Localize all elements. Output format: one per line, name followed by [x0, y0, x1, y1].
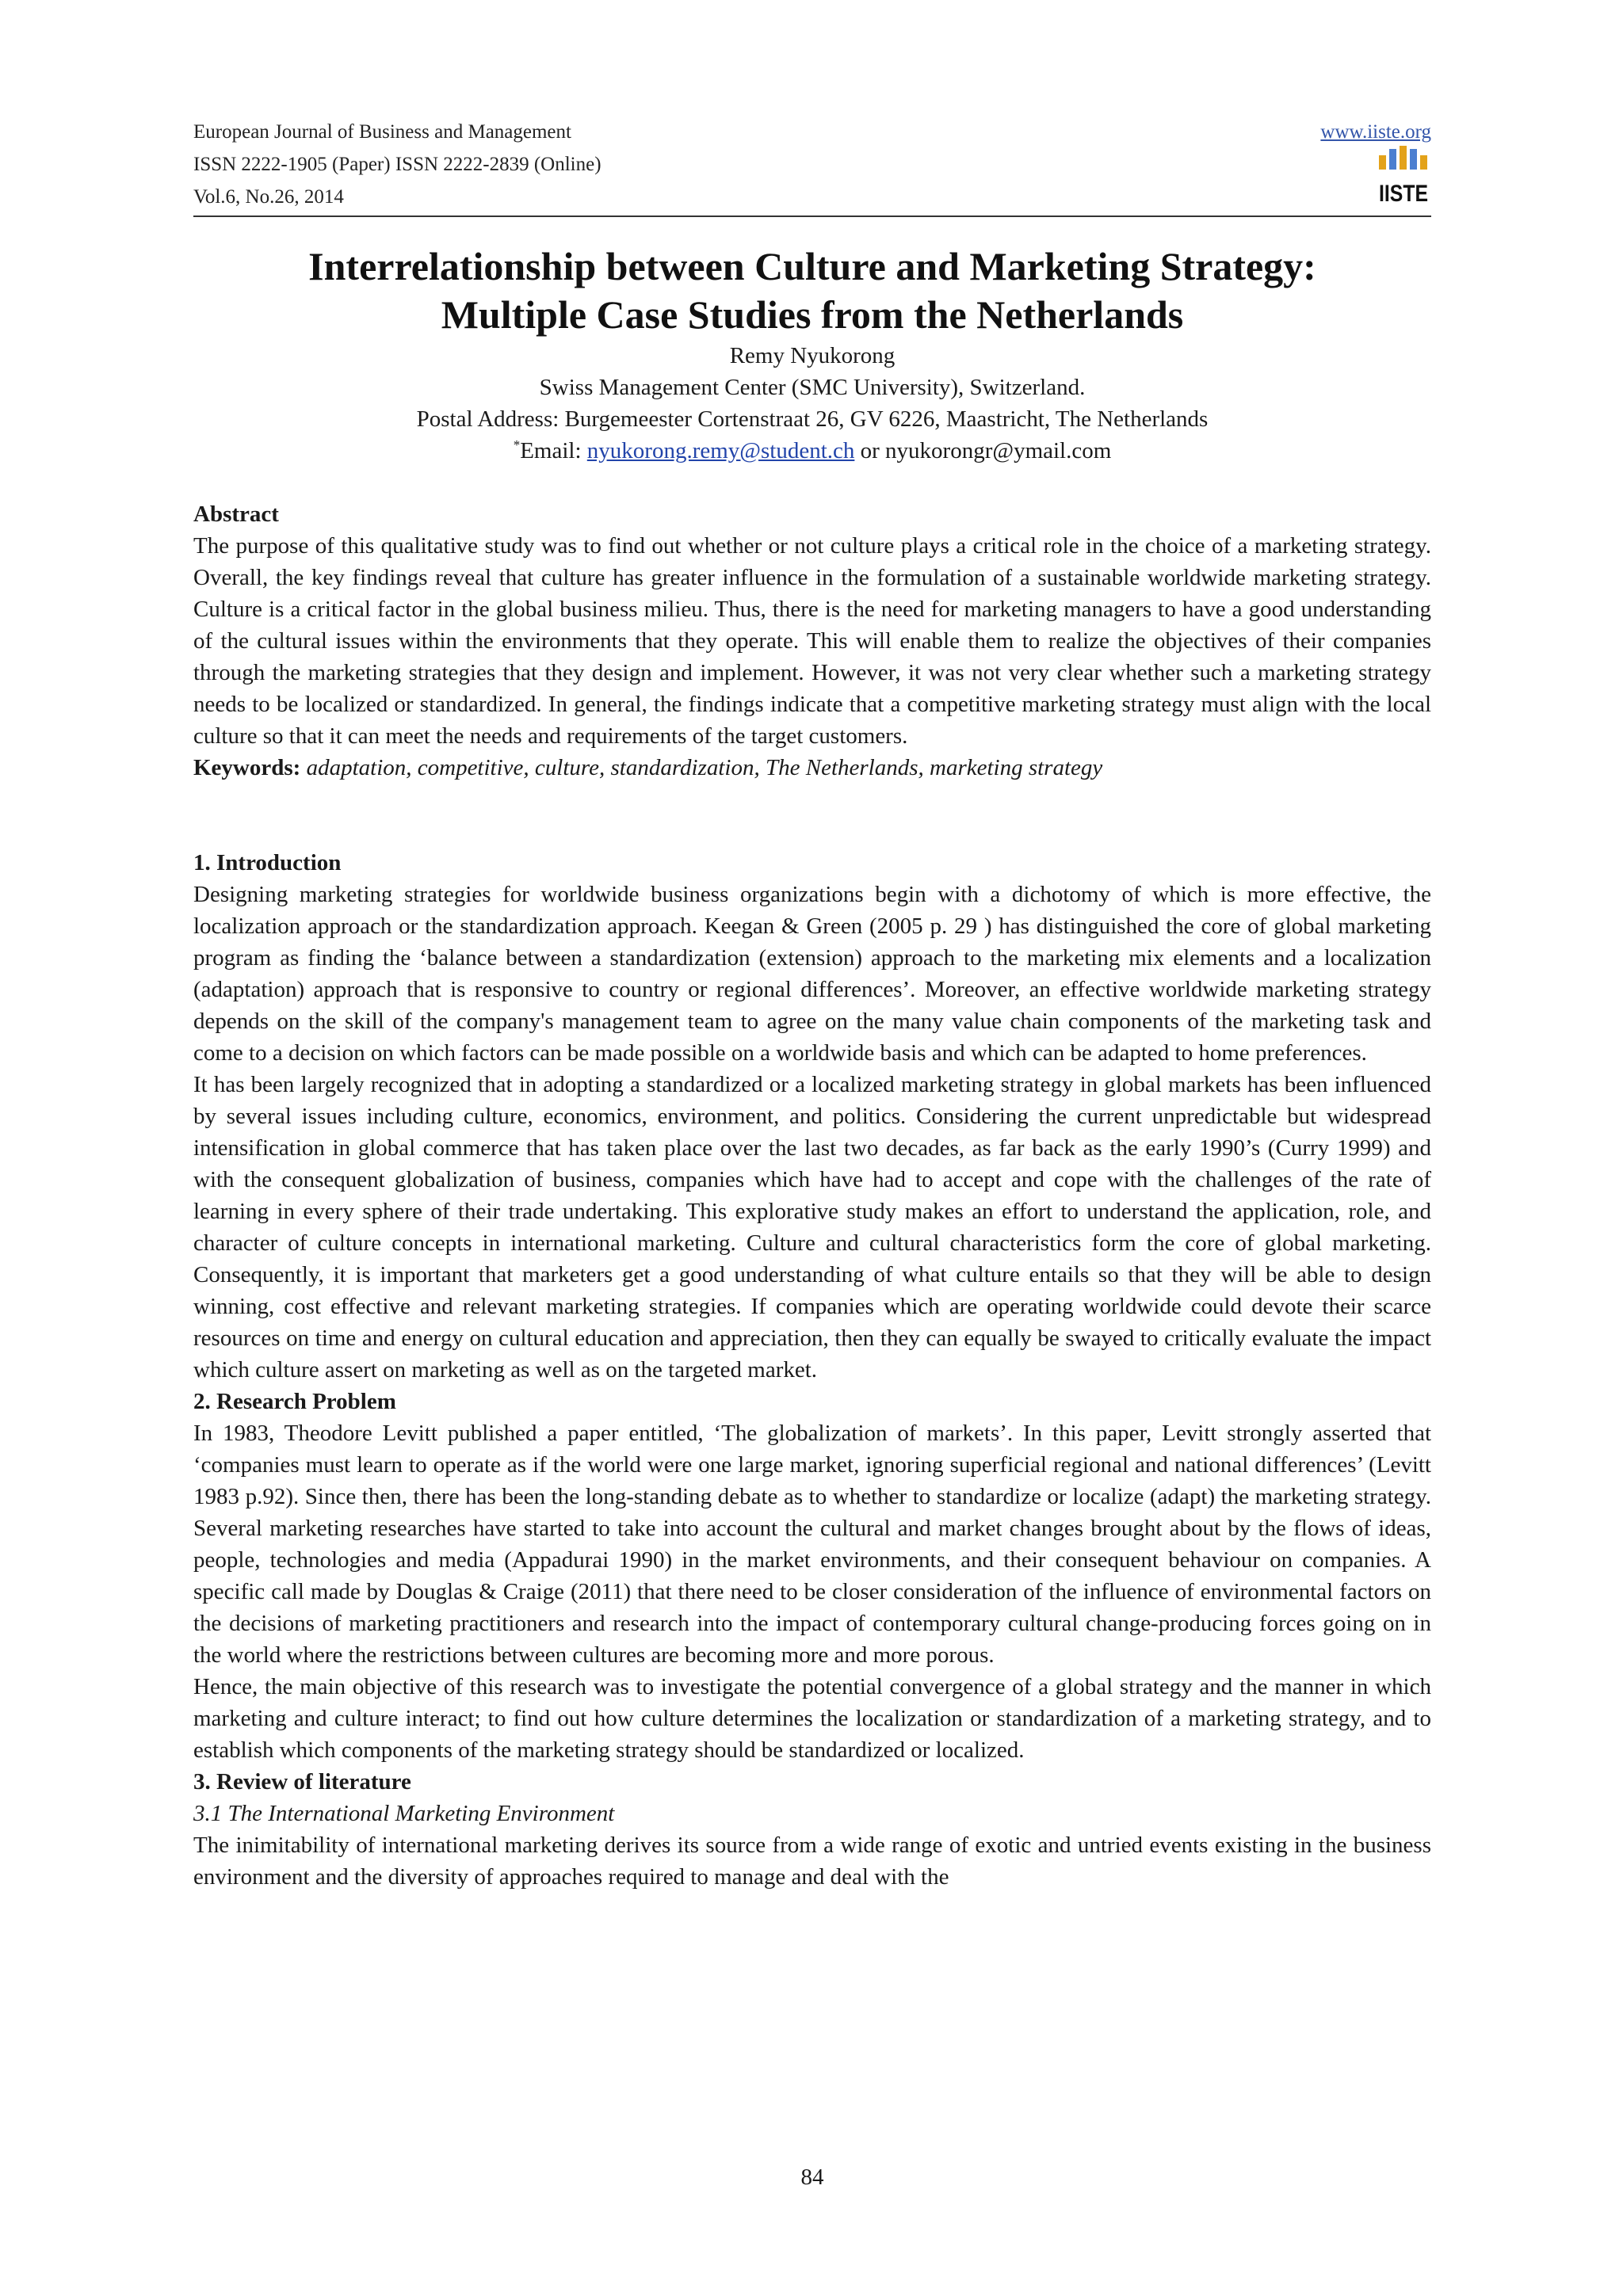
subsection-heading-environment: 3.1 The International Marketing Environment [193, 1801, 615, 1826]
title-line-1: Interrelationship between Culture and Marketing Strategy: [308, 244, 1316, 288]
website-link[interactable]: www.iiste.org [1320, 121, 1431, 143]
email-joiner: or [854, 438, 886, 463]
logo-bars [1379, 146, 1427, 170]
abstract-text: The purpose of this qualitative study was to find out whether or not culture plays a critical role in the choice of a marketing strategy. Overall, the key findings reveal that culture has greater influence in the formulation of a sustainable worldwide marketing strategy. Culture is a critical factor in the global business milieu. Thus, there is the need for marketing managers to have a good understanding of the cultural issues within the environments that they operate. This will enable them to realize the objectives of their companies through the marketing strategies that they design and implement. However, it was not very clear whether such a marketing strategy needs to be localized or standardized. In general, the findings indicate that a competitive marketing strategy must align with the local culture so that it can meet the needs and requirements of the target customers. [193, 533, 1431, 749]
issn-line: ISSN 2222-1905 (Paper) ISSN 2222-2839 (Online) [193, 154, 601, 175]
section-heading-review: 3. Review of literature [193, 1769, 411, 1794]
keywords-terms: adaptation, competitive, culture, standardization, The Netherlands, marketing strategy [306, 755, 1103, 780]
abstract-section [193, 498, 1431, 784]
keywords-label: Keywords: [193, 755, 307, 780]
abstract-heading: Abstract [193, 502, 279, 527]
journal-header [193, 116, 601, 213]
section-heading-introduction: 1. Introduction [193, 850, 342, 875]
logo-text: IISTE [1379, 181, 1428, 207]
email-label: Email: [520, 438, 587, 463]
author-affiliation: Swiss Management Center (SMC University), Switzerland. [539, 375, 1086, 400]
author-name: Remy Nyukorong [729, 343, 896, 368]
email-marker: * [513, 437, 521, 452]
header-divider [193, 215, 1431, 217]
review-paragraph-1: The inimitability of international marketing derives its source from a wide range of exotic and untried events existing in the business environment and the diversity of approaches required to manage and deal with the [193, 1833, 1431, 1890]
email-secondary: nyukorongr@ymail.com [885, 438, 1112, 463]
page-number: 84 [800, 2164, 824, 2190]
keywords-line [193, 752, 1431, 784]
volume-line: Vol.6, No.26, 2014 [193, 186, 344, 208]
intro-paragraph-1: Designing marketing strategies for worldwide business organizations begin with a dichotomy of which is more effective, the localization approach or the standardization approach. Keegan & Green (2005 p. 29 ) has distinguished the core of global marketing program as finding the ‘balance between a standardization (extension) approach to the marketing mix elements and a localization (adaptation) approach that is responsive to country or regional differences’. Moreover, an effective worldwide marketing strategy depends on the skill of the company's management team to agree on the many value chain components of the marketing task and come to a decision on which factors can be made possible on a worldwide basis and which can be adapted to home preferences. [193, 882, 1431, 1066]
body-sections [193, 847, 1431, 1893]
author-address: Postal Address: Burgemeester Cortenstraat 26, GV 6226, Maastricht, The Netherlands [416, 406, 1209, 432]
author-block [193, 340, 1431, 467]
email-primary-link[interactable]: nyukorong.remy@student.ch [586, 438, 855, 463]
iiste-logo [1377, 146, 1430, 207]
intro-paragraph-2: It has been largely recognized that in adopting a standardized or a localized marketing strategy in global markets has been influenced by several issues including culture, economics, environment, and politics. Considering the current unpredictable but widespread intensification in global commerce that has taken place over the last two decades, as far back as the early 1990’s (Curry 1999) and with the consequent globalization of business, companies which have had to accept and cope with the challenges of the rate of learning in every sphere of their trade undertaking. This explorative study makes an effort to understand the application, role, and character of culture concepts in international marketing. Culture and cultural characteristics form the core of global marketing. Consequently, it is important that marketers get a good understanding of what culture entails so that they will be able to design winning, cost effective and relevant marketing strategies. If companies which are operating worldwide could devote their scarce resources on time and energy on cultural education and appreciation, then they can equally be swayed to critically evaluate the impact which culture assert on marketing as well as on the targeted market. [193, 1072, 1431, 1383]
journal-name: European Journal of Business and Management [193, 121, 571, 143]
section-heading-research-problem: 2. Research Problem [193, 1389, 396, 1414]
problem-paragraph-2: Hence, the main objective of this research was to investigate the potential convergence of a global strategy and the manner in which marketing and culture interact; to find out how culture determines the localization or standardization of a marketing strategy, and to establish which components of the marketing strategy should be standardized or localized. [193, 1674, 1431, 1763]
title-line-2: Multiple Case Studies from the Netherlands [441, 292, 1184, 337]
author-email-line [193, 435, 1431, 467]
paper-title [193, 242, 1431, 339]
problem-paragraph-1: In 1983, Theodore Levitt published a paper entitled, ‘The globalization of markets’. In this paper, Levitt strongly asserted that ‘companies must learn to operate as if the world were one large market, ignoring superficial regional and national differences’ (Levitt 1983 p.92). Since then, there has been the long-standing debate as to whether to standardize or localize (adapt) the marketing strategy. Several marketing researches have started to take into account the cultural and market changes brought about by the flows of ideas, people, technologies and media (Appadurai 1990) in the market environments, and their consequent behaviour on companies. A specific call made by Douglas & Craige (2011) that there need to be closer consideration of the influence of environmental factors on the decisions of marketing practitioners and research into the impact of contemporary cultural change-producing forces going on in the world where the restrictions between cultures are becoming more and more porous. [193, 1421, 1431, 1668]
